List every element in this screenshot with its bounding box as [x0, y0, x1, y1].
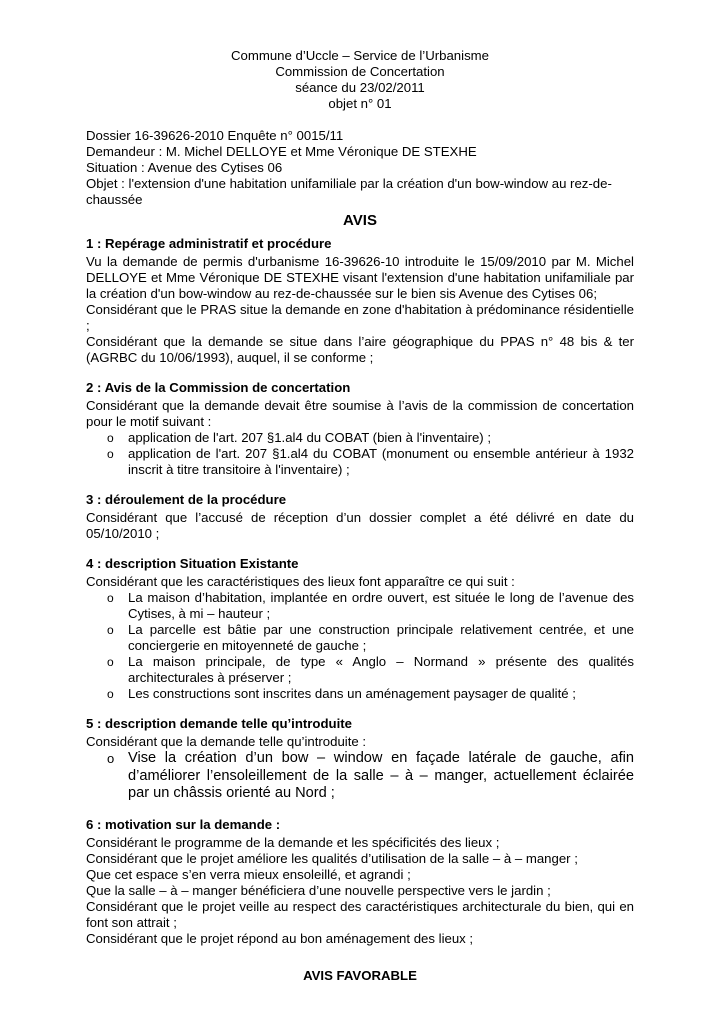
- section-6-line: Considérant le programme de la demande et les spécificités des lieux ;: [86, 834, 500, 850]
- section-6-line: Que la salle – à – manger bénéficiera d’une nouvelle perspective vers le jardin ;: [86, 882, 551, 898]
- section-6-line: Que cet espace s’en verra mieux ensoleillé, et agrandi ;: [86, 866, 411, 882]
- dossier-info: [86, 128, 634, 208]
- bullet-icon: o: [107, 687, 114, 701]
- dossier-objet: Objet : l'extension d'une habitation unifamiliale par la création d'un bow-window au rez-de-chaussée: [86, 176, 612, 207]
- bullet-icon: o: [107, 655, 114, 669]
- list-item: [86, 446, 634, 478]
- list-item: [86, 654, 634, 686]
- header-objet: objet n° 01: [328, 96, 392, 111]
- list-item: [86, 430, 634, 446]
- section-6-line: Considérant que le projet veille au respect des caractéristiques architecturale du bien, qui en font son attrait ;: [86, 898, 634, 930]
- section-6-line: Considérant que le projet améliore les qualités d’utilisation de la salle – à – manger ;: [86, 850, 578, 866]
- header-seance: séance du 23/02/2011: [295, 80, 425, 95]
- header-commune: Commune d’Uccle – Service de l’Urbanisme: [231, 48, 489, 63]
- bullet-icon: o: [107, 751, 115, 766]
- list-item-text: Les constructions sont inscrites dans un aménagement paysager de qualité ;: [128, 686, 576, 701]
- section-1-paragraph: Considérant que la demande se situe dans l’aire géographique du PPAS n° 48 bis & ter (AGRBC du 10/06/1993), auquel, il se conforme ;: [86, 334, 634, 365]
- avis-title: AVIS: [343, 212, 377, 229]
- section-1-title: 1 : Repérage administratif et procédure: [86, 236, 332, 251]
- list-item: [86, 622, 634, 654]
- bullet-icon: o: [107, 623, 114, 637]
- list-item: [86, 686, 634, 702]
- list-item: [86, 590, 634, 622]
- section-1-paragraph: Considérant que le PRAS situe la demande en zone d'habitation à prédominance résidentielle ;: [86, 302, 634, 333]
- section-5-title: 5 : description demande telle qu’introduite: [86, 716, 352, 731]
- document-page: [86, 48, 634, 984]
- list-item-text: application de l'art. 207 §1.al4 du COBAT (monument ou ensemble antérieur à 1932 inscrit à titre transitoire à l'inventaire) ;: [128, 446, 634, 477]
- dossier-situation: Situation : Avenue des Cytises 06: [86, 160, 283, 175]
- section-3-title: 3 : déroulement de la procédure: [86, 492, 287, 507]
- bullet-icon: o: [107, 591, 114, 605]
- section-6-line: Considérant que le projet répond au bon aménagement des lieux ;: [86, 930, 474, 946]
- header-commission: Commission de Concertation: [275, 64, 445, 79]
- section-2-title: 2 : Avis de la Commission de concertation: [86, 380, 351, 395]
- section-4-list: [86, 590, 634, 702]
- dossier-demandeur: Demandeur : M. Michel DELLOYE et Mme Véronique DE STEXHE: [86, 144, 477, 159]
- section-5-paragraph: Considérant que la demande telle qu’introduite :: [86, 734, 367, 749]
- section-6-title: 6 : motivation sur la demande :: [86, 816, 281, 832]
- list-item-text: application de l'art. 207 §1.al4 du COBAT (bien à l'inventaire) ;: [128, 430, 492, 445]
- section-2-paragraph: Considérant que la demande devait être soumise à l’avis de la commission de concertation pour le motif suivant :: [86, 398, 634, 429]
- dossier-number: Dossier 16-39626-2010 Enquête n° 0015/11: [86, 128, 344, 143]
- section-2-list: [86, 430, 634, 478]
- section-1-paragraph: Vu la demande de permis d'urbanisme 16-39626-10 introduite le 15/09/2010 par M. Michel DELLOYE et Mme Véronique DE STEXHE visant l'extension d'une habitation unifamiliale par la création d'un bow-window au rez-de-chaussée sur le bien sis Avenue des Cytises 06;: [86, 254, 634, 301]
- section-4-paragraph: Considérant que les caractéristiques des lieux font apparaître ce qui suit :: [86, 574, 515, 589]
- bullet-icon: o: [107, 431, 114, 445]
- document-header: [86, 48, 634, 112]
- final-verdict: AVIS FAVORABLE: [303, 967, 417, 983]
- list-item-text: La maison principale, de type « Anglo – Normand » présente des qualités architecturales à préserver ;: [128, 654, 634, 685]
- bullet-icon: o: [107, 447, 114, 461]
- section-4-title: 4 : description Situation Existante: [86, 556, 299, 571]
- section-3-paragraph: Considérant que l’accusé de réception d’un dossier complet a été délivré en date du 05/10/2010 ;: [86, 510, 634, 541]
- list-item-text: Vise la création d’un bow – window en façade latérale de gauche, afin d’améliorer l’ensoleillement de la salle – à – manger, actuellement éclairée par un châssis orienté au Nord ;: [128, 750, 634, 801]
- list-item-text: La maison d’habitation, implantée en ordre ouvert, est située le long de l’avenue des Cytises, à mi – hauteur ;: [128, 590, 634, 621]
- list-item-text: La parcelle est bâtie par une construction principale relativement centrée, et une conciergerie en mitoyenneté de gauche ;: [128, 622, 634, 653]
- section-5-list: [86, 750, 634, 803]
- list-item: [86, 750, 634, 803]
